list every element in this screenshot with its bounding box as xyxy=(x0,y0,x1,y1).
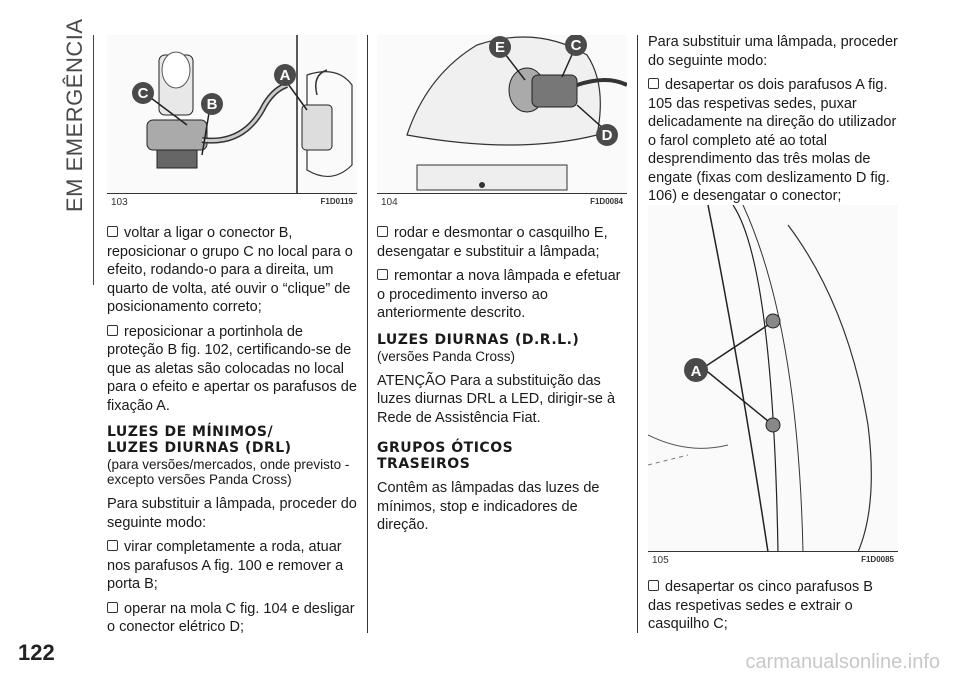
section-divider xyxy=(93,35,94,285)
figure-code: F1D0084 xyxy=(590,197,623,206)
watermark: carmanualsonline.info xyxy=(745,651,940,673)
column-divider xyxy=(637,35,638,633)
figure-caption xyxy=(107,193,357,212)
column-3-bottom xyxy=(648,578,900,640)
figure-105-illustration xyxy=(648,205,898,552)
callout-c: C xyxy=(570,37,582,54)
figure-number: 103 xyxy=(111,197,128,208)
step-item: operar na mola C fig. 104 e desligar o conector elétrico D; xyxy=(107,600,359,637)
callout-a: A xyxy=(279,67,291,84)
step-item: remontar a nova lâmpada e efetuar o procedimento inverso ao anteriormente descrito. xyxy=(377,267,629,323)
figure-105 xyxy=(648,205,898,570)
column-1 xyxy=(107,224,359,643)
figure-number: 104 xyxy=(381,197,398,208)
step-item: rodar e desmontar o casquilho E, desengatar e substituir a lâmpada; xyxy=(377,224,629,261)
figure-code: F1D0085 xyxy=(861,555,894,564)
paragraph: Para substituir a lâmpada, proceder do seguinte modo: xyxy=(107,496,357,531)
callout-d: D xyxy=(601,127,613,144)
page-number: 122 xyxy=(18,640,55,665)
callout-a: A xyxy=(690,363,702,380)
figure-104-illustration xyxy=(377,35,627,194)
section-subtitle: (versões Panda Cross) xyxy=(377,348,516,364)
step-item: reposicionar a portinhola de proteção B fig. 102, certificando-se de que as aletas são colocadas no local para o efeito e apertar os parafusos de fixação A. xyxy=(107,323,359,416)
paragraph: Para substituir uma lâmpada, proceder do seguinte modo: xyxy=(648,34,898,69)
column-3-top xyxy=(648,33,900,212)
figure-103-illustration xyxy=(107,35,357,194)
callout-e: E xyxy=(494,39,506,56)
section-title: EM EMERGÊNCIA xyxy=(62,18,87,212)
step-item: virar completamente a roda, atuar nos parafusos A fig. 100 e remover a porta B; xyxy=(107,538,359,594)
section-heading: LUZES DIURNAS (DRL) xyxy=(107,440,292,456)
step-item: voltar a ligar o conector B, reposicionar o grupo C no local para o efeito, rodando-o para a direita, um quarto de volta, até ouvir o “clique” de posicionamento correto; xyxy=(107,224,359,317)
step-item: desapertar os cinco parafusos B das respetivas sedes e extrair o casquilho C; xyxy=(648,578,900,634)
figure-number: 105 xyxy=(652,555,669,566)
callout-b: B xyxy=(206,96,218,113)
section-heading: GRUPOS ÓTICOS xyxy=(377,440,514,456)
paragraph: Contêm as lâmpadas das luzes de mínimos, stop e indicadores de direção. xyxy=(377,480,600,533)
figure-code: F1D0119 xyxy=(320,197,353,206)
column-divider xyxy=(367,35,368,633)
column-2 xyxy=(377,224,629,541)
figure-103 xyxy=(107,35,357,212)
figure-caption xyxy=(648,551,898,570)
section-heading: TRASEIROS xyxy=(377,456,471,472)
section-heading: LUZES DIURNAS (D.R.L.) xyxy=(377,331,580,348)
step-item: desapertar os dois parafusos A fig. 105 das respetivas sedes, puxar delicadamente na direção do utilizador o farol completo até ao total desprendimento das três molas de engate (fixas com deslizamento D fig. 106) e desengatar o conector; xyxy=(648,76,900,206)
callout-c: C xyxy=(137,85,149,102)
section-subtitle: (para versões/mercados, onde previsto - excepto versões Panda Cross) xyxy=(107,457,350,487)
paragraph: ATENÇÃO Para a substituição das luzes diurnas DRL a LED, dirigir-se à Rede de Assistência Fiat. xyxy=(377,372,616,426)
figure-104 xyxy=(377,35,627,212)
section-heading: LUZES DE MÍNIMOS/ xyxy=(107,424,274,440)
figure-caption xyxy=(377,193,627,212)
